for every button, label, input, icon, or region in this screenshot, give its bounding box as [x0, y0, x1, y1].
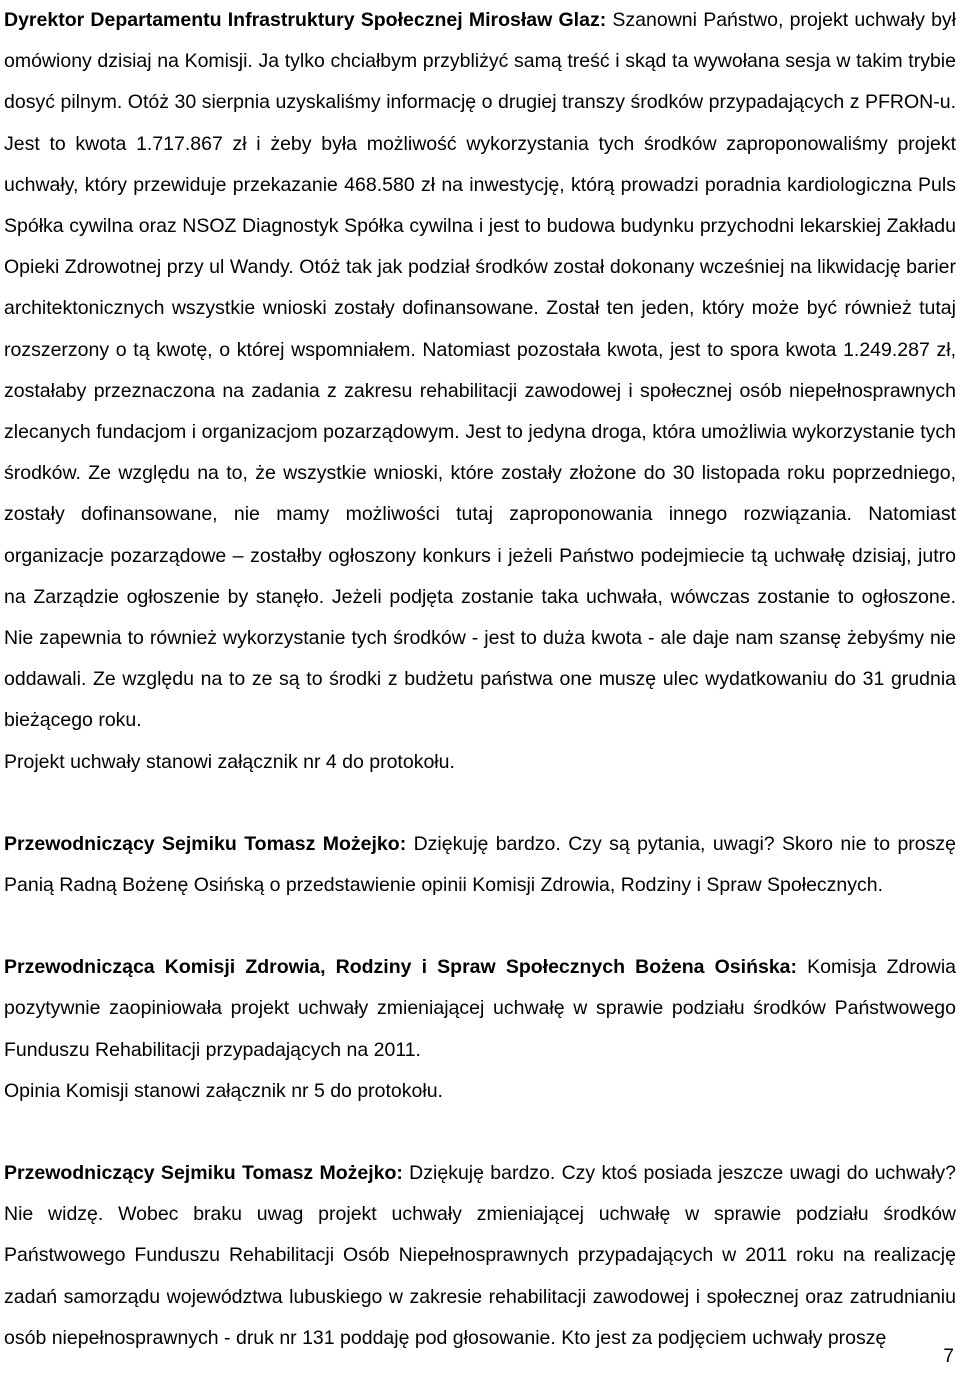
speaker-name: Dyrektor Departamentu Infrastruktury Społecznej Mirosław Glaz: — [4, 9, 607, 31]
paragraph-spacer — [4, 906, 956, 947]
paragraph-text: Dziękuję bardzo. Czy są pytania, uwagi? Skoro nie to proszę Panią Radną Bożenę Osińską o przedstawienie opinii Komisji Zdrowia, Rodziny i Spraw Społecznych. — [4, 832, 956, 897]
paragraph-commission-opinion — [4, 947, 956, 1071]
speaker-name: Przewodnicząca Komisji Zdrowia, Rodziny i Spraw Społecznych Bożena Osińska: — [4, 956, 798, 979]
page-number: 7 — [943, 1346, 954, 1367]
paragraph-opinion-attachment-note — [4, 1071, 956, 1112]
paragraph-spacer — [4, 1112, 956, 1153]
speaker-name: Przewodniczący Sejmiku Tomasz Możejko: — [4, 1162, 403, 1185]
paragraph-text: Komisja Zdrowia pozytywnie zaopiniowała projekt uchwały zmieniającej uchwałę w sprawie podziału środków Państwowego Funduszu Rehabilitacji przypadających na 2011. — [4, 956, 956, 1061]
paragraph-attachment-note — [4, 742, 956, 783]
document-body — [4, 0, 956, 1359]
paragraph-text: Szanowni Państwo, projekt uchwały był omówiony dzisiaj na Komisji. Ja tylko chciałbym przybliżyć samą treść i skąd ta wywołana sesja w takim trybie dosyć pilnym. Otóż 30 sierpnia uzyskaliśmy informację o drugiej transzy środków przypadających z PFRON-u. Jest to kwota 1.717.867 zł i żeby była możliwość wykorzystania tych środków zaproponowaliśmy projekt uchwały, który przewiduje przekazanie 468.580 zł na inwestycję, którą prowadzi poradnia kardiologiczna Puls Spółka cywilna oraz NSOZ Diagnostyk Spółka cywilna i jest to budowa budynku przychodni lekarskiej Zakładu Opieki Zdrowotnej przy ul Wandy. Otóż tak jak podział środków został dokonany wcześniej na likwidację barier architektonicznych wszystkie wnioski zostały dofinansowane. Został ten jeden, który może być również tutaj rozszerzony o tą kwotę, o której wspomniałem. Natomiast pozostała kwota, jest to spora kwota 1.249.287 zł, zostałaby przeznaczona na zadania z zakresu rehabilitacji zawodowej i społecznej osób niepełnosprawnych zlecanych fundacjom i organizacjom pozarządowym. Jest to jedyna droga, która umożliwia wykorzystanie tych środków. Ze względu na to, że wszystkie wnioski, które zostały złożone do 30 listopada roku poprzedniego, zostały dofinansowane, nie mamy możliwości tutaj zaproponowania innego rozwiązania. Natomiast organizacje pozarządowe – zostałby ogłoszony konkurs i jeżeli Państwo podejmiecie tą uchwałę dzisiaj, jutro na Zarządzie ogłoszenie by stanęło. Jeżeli podjęta zostanie taka uchwała, wówczas zostanie to ogłoszone. Nie zapewnia to również wykorzystanie tych środków - jest to duża kwota - ale daje nam szansę żebyśmy nie oddawali. Ze względu na to ze są to środki z budżetu państwa one muszę ulec wydatkowaniu do 31 grudnia bieżącego roku. — [4, 9, 956, 732]
paragraph-chair-vote — [4, 1153, 956, 1359]
paragraph-spacer — [4, 783, 956, 824]
speaker-name: Przewodniczący Sejmiku Tomasz Możejko: — [4, 832, 407, 855]
paragraph-chair-statement — [4, 824, 956, 906]
paragraph-glaz-statement — [4, 0, 956, 742]
paragraph-text: Opinia Komisji stanowi załącznik nr 5 do protokołu. — [4, 1079, 443, 1102]
paragraph-text: Projekt uchwały stanowi załącznik nr 4 do protokołu. — [4, 750, 455, 773]
paragraph-text: Dziękuję bardzo. Czy ktoś posiada jeszcze uwagi do uchwały? Nie widzę. Wobec braku uwag projekt uchwały zmieniającej uchwałę w sprawie podziału środków Państwowego Funduszu Rehabilitacji Osób Niepełnosprawnych przypadających w 2011 roku na realizację zadań samorządu województwa lubuskiego w zakresie rehabilitacji zawodowej i społecznej oraz zatrudnianiu osób niepełnosprawnych - druk nr 131 poddaję pod głosowanie. Kto jest za podjęciem uchwały proszę — [4, 1162, 956, 1349]
